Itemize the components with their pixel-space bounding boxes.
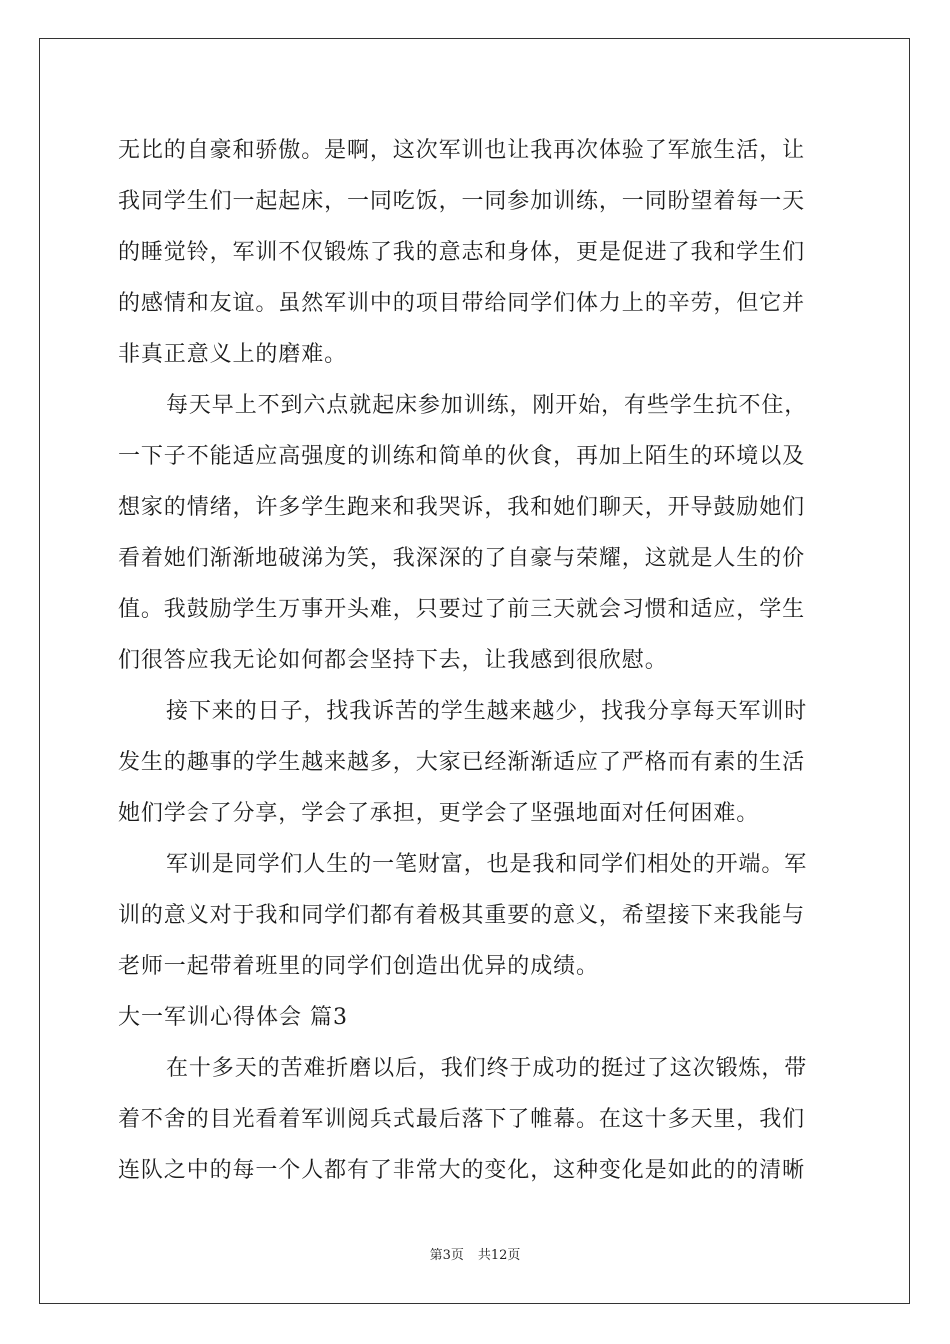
text-line: 着不舍的目光看着军训阅兵式最后落下了帷幕。在这十多天里，我们 xyxy=(118,1107,806,1132)
text-line: 她们学会了分享，学会了承担，更学会了坚强地面对任何困难。 xyxy=(118,801,760,826)
text-line: 的感情和友谊。虽然军训中的项目带给同学们体力上的辛劳，但它并 xyxy=(118,291,806,316)
text-line: 我同学生们一起起床，一同吃饭，一同参加训练，一同盼望着每一天 xyxy=(118,189,806,214)
text-line: 值。我鼓励学生万事开头难，只要过了前三天就会习惯和适应，学生 xyxy=(118,597,806,622)
text-line: 发生的趣事的学生越来越多，大家已经渐渐适应了严格而有素的生活 xyxy=(118,750,806,775)
text-line: 老师一起带着班里的同学们创造出优异的成绩。 xyxy=(118,954,599,979)
text-line: 的睡觉铃，军训不仅锻炼了我的意志和身体，更是促进了我和学生们 xyxy=(118,240,806,265)
text-line: 看着她们渐渐地破涕为笑，我深深的了自豪与荣耀，这就是人生的价 xyxy=(118,546,806,571)
text-line: 每天早上不到六点就起床参加训练，刚开始，有些学生抗不住， xyxy=(166,393,808,418)
document-body xyxy=(118,125,832,1196)
text-line: 连队之中的每一个人都有了非常大的变化，这种变化是如此的的清晰 xyxy=(118,1158,806,1183)
text-line: 想家的情绪，许多学生跑来和我哭诉，我和她们聊天，开导鼓励她们 xyxy=(118,495,806,520)
text-line: 训的意义对于我和同学们都有着极其重要的意义，希望接下来我能与 xyxy=(118,903,806,928)
text-line: 接下来的日子，找我诉苦的学生越来越少，找我分享每天军训时 xyxy=(166,699,808,724)
text-line: 非真正意义上的磨难。 xyxy=(118,342,348,367)
text-line: 一下子不能适应高强度的训练和简单的伙食，再加上陌生的环境以及 xyxy=(118,444,806,469)
page-total: 共12页 xyxy=(477,1248,521,1263)
page-number: 第3页 xyxy=(429,1248,464,1263)
text-line: 军训是同学们人生的一笔财富，也是我和同学们相处的开端。军 xyxy=(166,852,808,877)
section-heading: 大一军训心得体会 篇3 xyxy=(118,1005,348,1030)
text-line: 无比的自豪和骄傲。是啊，这次军训也让我再次体验了军旅生活，让 xyxy=(118,138,806,163)
text-line: 在十多天的苦难折磨以后，我们终于成功的挺过了这次锻炼，带 xyxy=(166,1056,808,1081)
page-footer xyxy=(0,1244,950,1263)
text-line: 们很答应我无论如何都会坚持下去，让我感到很欣慰。 xyxy=(118,648,668,673)
